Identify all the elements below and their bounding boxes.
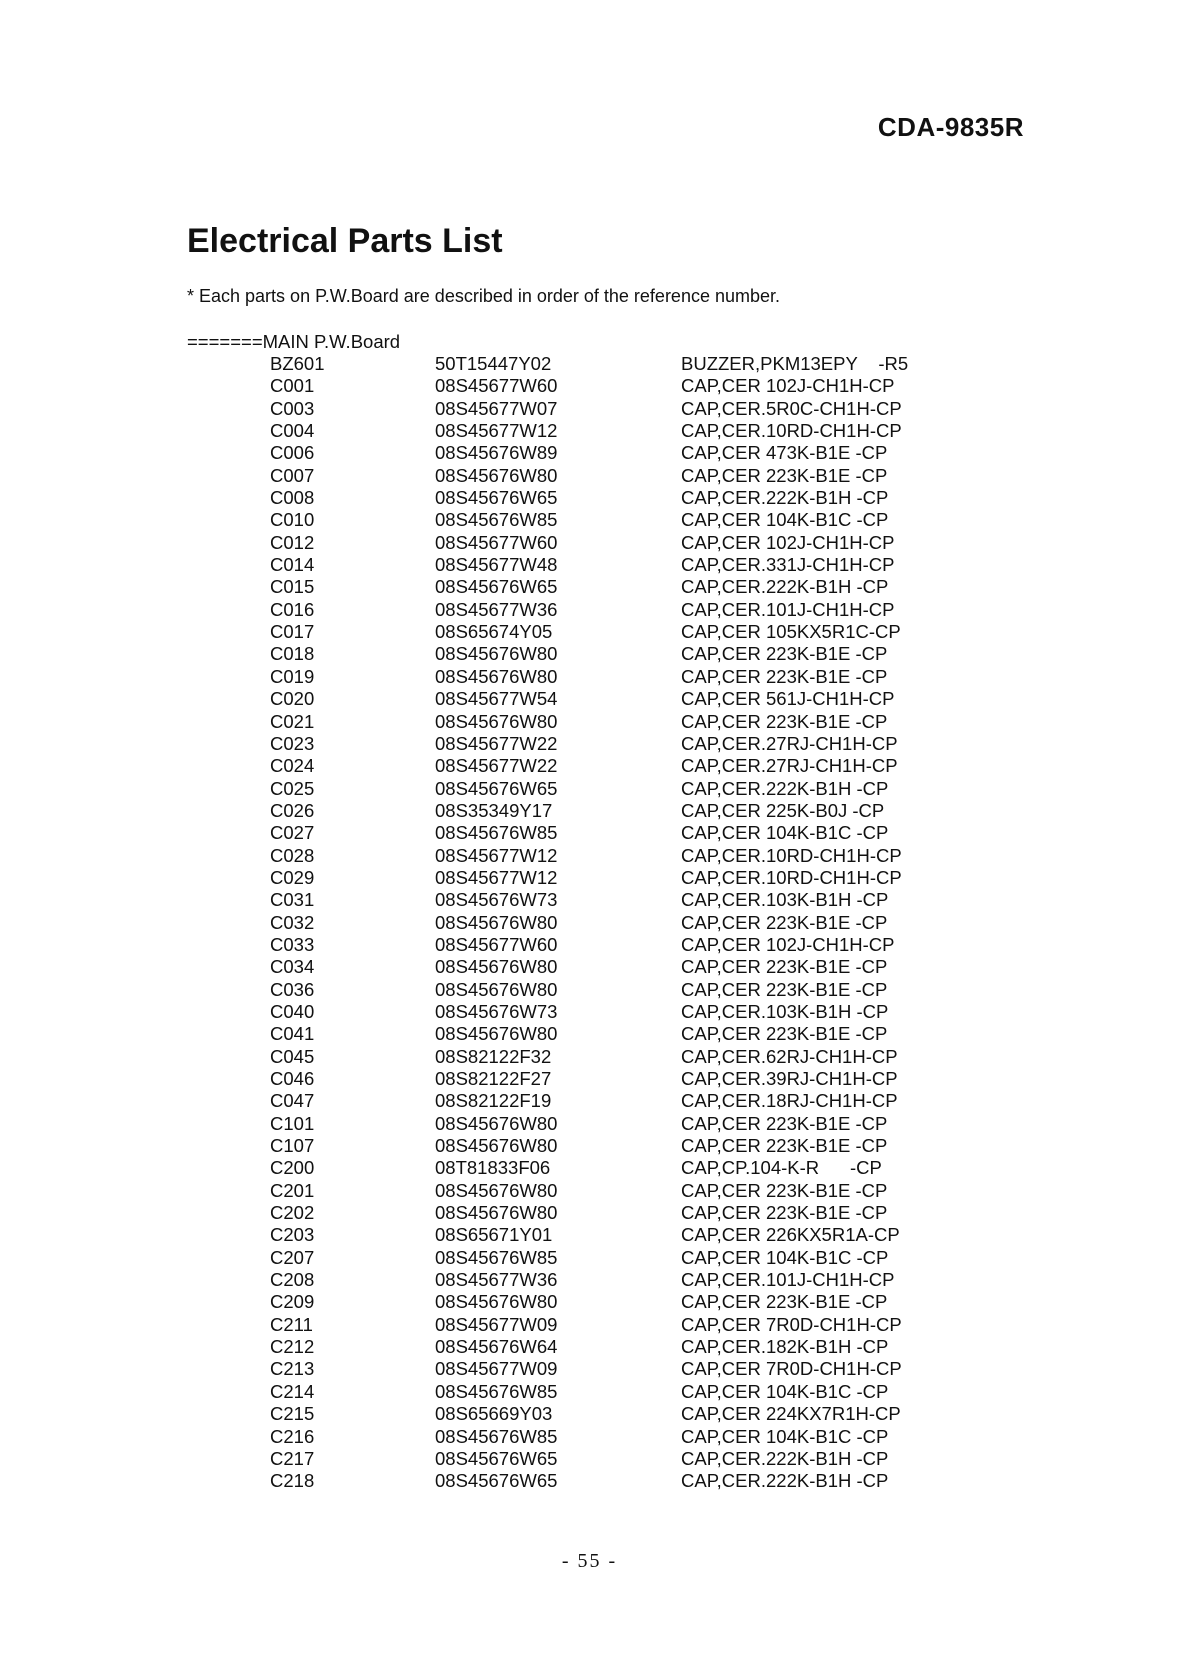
part-row xyxy=(0,442,1179,464)
part-ref: C033 xyxy=(270,933,315,955)
part-number: 08S45676W65 xyxy=(435,1447,558,1469)
part-number: 08S45676W85 xyxy=(435,1425,558,1447)
part-number: 08S82122F27 xyxy=(435,1068,552,1089)
part-description: CAP,CER.27RJ-CH1H-CP xyxy=(681,755,898,777)
part-number: 08S45676W80 xyxy=(435,911,558,933)
part-description: CAP,CER 104K-B1C -CP xyxy=(681,509,889,531)
part-description: CAP,CER 105KX5R1C-CP xyxy=(681,621,901,643)
part-description: CAP,CER 102J-CH1H-CP xyxy=(681,375,895,397)
part-description: CAP,CER 104K-B1C -CP xyxy=(681,1380,889,1402)
part-description: CAP,CER 223K-B1E -CP xyxy=(681,1291,888,1313)
part-row xyxy=(0,1023,1179,1045)
part-description: CAP,CER.39RJ-CH1H-CP xyxy=(681,1068,898,1089)
part-ref: C021 xyxy=(270,710,315,732)
part-ref: C040 xyxy=(270,1000,315,1022)
part-ref: C208 xyxy=(270,1269,315,1291)
part-description: CAP,CER.5R0C-CH1H-CP xyxy=(681,397,902,419)
part-description: CAP,CER 102J-CH1H-CP xyxy=(681,933,895,955)
part-number: 08S45676W85 xyxy=(435,1246,558,1268)
part-row xyxy=(0,554,1179,576)
part-number: 08S45676W65 xyxy=(435,576,558,598)
part-description: CAP,CER.10RD-CH1H-CP xyxy=(681,420,902,442)
part-row xyxy=(0,621,1179,643)
part-ref: C023 xyxy=(270,732,315,754)
part-number: 08S45677W07 xyxy=(435,397,558,419)
part-number: 08S45676W89 xyxy=(435,442,558,464)
part-number: 08S45677W36 xyxy=(435,598,558,620)
part-number: 08S45677W60 xyxy=(435,531,558,553)
part-number: 08S45676W85 xyxy=(435,509,558,531)
part-ref: C026 xyxy=(270,799,315,821)
part-ref: C028 xyxy=(270,844,315,866)
part-row xyxy=(0,532,1179,554)
part-row xyxy=(0,576,1179,598)
part-description: CAP,CER.222K-B1H -CP xyxy=(681,576,889,598)
part-description: CAP,CER 223K-B1E -CP xyxy=(681,464,888,486)
part-ref: C218 xyxy=(270,1470,315,1492)
part-description: CAP,CER 104K-B1C -CP xyxy=(681,822,889,844)
part-description: CAP,CER 223K-B1E -CP xyxy=(681,1023,888,1045)
part-ref: C018 xyxy=(270,643,315,665)
part-row xyxy=(0,1381,1179,1403)
part-number: 08S45676W64 xyxy=(435,1336,558,1358)
part-ref: C001 xyxy=(270,375,315,397)
part-ref: C019 xyxy=(270,665,315,687)
part-row xyxy=(0,1269,1179,1291)
part-number: 08S82122F32 xyxy=(435,1045,552,1067)
part-ref: BZ601 xyxy=(270,353,325,374)
part-row xyxy=(0,487,1179,509)
part-ref: C045 xyxy=(270,1045,315,1067)
part-description: CAP,CER 102J-CH1H-CP xyxy=(681,531,895,553)
part-number: 08S45676W80 xyxy=(435,643,558,665)
part-description: CAP,CER.103K-B1H -CP xyxy=(681,889,889,911)
part-ref: C036 xyxy=(270,978,315,1000)
part-description: CAP,CER 226KX5R1A-CP xyxy=(681,1224,900,1246)
part-number: 08S45676W65 xyxy=(435,487,558,509)
part-row xyxy=(0,420,1179,442)
part-number: 08S45676W80 xyxy=(435,1179,558,1201)
part-description: CAP,CER.62RJ-CH1H-CP xyxy=(681,1045,898,1067)
part-ref: C020 xyxy=(270,688,315,710)
part-ref: C101 xyxy=(270,1112,315,1134)
part-number: 08S45676W80 xyxy=(435,464,558,486)
part-number: 08S82122F19 xyxy=(435,1090,552,1112)
part-ref: C003 xyxy=(270,397,315,419)
part-description: CAP,CER 223K-B1E -CP xyxy=(681,1135,888,1157)
part-ref: C024 xyxy=(270,755,315,777)
page-number: - 55 - xyxy=(561,1550,618,1572)
part-row xyxy=(0,509,1179,531)
part-number: 08S45676W80 xyxy=(435,710,558,732)
part-ref: C034 xyxy=(270,956,315,978)
part-description: CAP,CER 223K-B1E -CP xyxy=(681,1112,888,1134)
part-row xyxy=(0,1068,1179,1090)
part-row xyxy=(0,1336,1179,1358)
part-number: 08S35349Y17 xyxy=(435,799,553,821)
part-description: CAP,CER 223K-B1E -CP xyxy=(681,710,888,732)
part-description: CAP,CER 223K-B1E -CP xyxy=(681,665,888,687)
part-row xyxy=(0,778,1179,800)
part-description: CAP,CER 223K-B1E -CP xyxy=(681,1179,888,1201)
part-number: 08S45676W80 xyxy=(435,665,558,687)
part-ref: C012 xyxy=(270,531,315,553)
part-row xyxy=(0,666,1179,688)
part-number: 08S45677W09 xyxy=(435,1358,558,1380)
part-row xyxy=(0,1314,1179,1336)
part-description: BUZZER,PKM13EPY -R5 xyxy=(681,353,909,374)
part-row xyxy=(0,1157,1179,1179)
part-description: CAP,CER 223K-B1E -CP xyxy=(681,978,888,1000)
model-number: CDA-9835R xyxy=(877,112,1024,142)
part-row xyxy=(0,889,1179,911)
part-ref: C015 xyxy=(270,576,315,598)
part-row xyxy=(0,733,1179,755)
part-row xyxy=(0,956,1179,978)
part-number: 08S45676W73 xyxy=(435,1000,558,1022)
part-ref: C201 xyxy=(270,1179,315,1201)
part-ref: C014 xyxy=(270,554,315,576)
part-number: 08S45676W80 xyxy=(435,1023,558,1045)
part-ref: C209 xyxy=(270,1291,315,1313)
part-row xyxy=(0,1247,1179,1269)
part-number: 08S45677W12 xyxy=(435,844,558,866)
part-ref: C211 xyxy=(270,1313,313,1335)
part-ref: C006 xyxy=(270,442,315,464)
part-description: CAP,CER 223K-B1E -CP xyxy=(681,643,888,665)
list-note: * Each parts on P.W.Board are described in order of the reference number. xyxy=(187,286,781,306)
part-row xyxy=(0,800,1179,822)
part-description: CAP,CER 104K-B1C -CP xyxy=(681,1425,889,1447)
part-description: CAP,CER.18RJ-CH1H-CP xyxy=(681,1090,898,1112)
part-row xyxy=(0,398,1179,420)
part-description: CAP,CER 104K-B1C -CP xyxy=(681,1246,889,1268)
part-description: CAP,CER 223K-B1E -CP xyxy=(681,956,888,978)
part-number: 08S45676W73 xyxy=(435,889,558,911)
part-description: CAP,CER.10RD-CH1H-CP xyxy=(681,866,902,888)
part-description: CAP,CER 224KX7R1H-CP xyxy=(681,1403,901,1425)
part-row xyxy=(0,688,1179,710)
part-ref: C203 xyxy=(270,1224,315,1246)
part-ref: C213 xyxy=(270,1358,315,1380)
part-number: 08S45677W22 xyxy=(435,755,558,777)
part-description: CAP,CER.222K-B1H -CP xyxy=(681,487,889,509)
part-row xyxy=(0,711,1179,733)
part-row xyxy=(0,643,1179,665)
part-number: 08S45677W09 xyxy=(435,1313,558,1335)
part-description: CAP,CER.10RD-CH1H-CP xyxy=(681,844,902,866)
part-row xyxy=(0,1046,1179,1068)
part-ref: C025 xyxy=(270,777,315,799)
part-number: 08S45676W65 xyxy=(435,1470,558,1492)
part-description: CAP,CER 225K-B0J -CP xyxy=(681,799,885,821)
part-number: 08S65674Y05 xyxy=(435,621,553,643)
part-description: CAP,CER.27RJ-CH1H-CP xyxy=(681,732,898,754)
part-row xyxy=(0,465,1179,487)
part-ref: C032 xyxy=(270,911,315,933)
part-number: 08S45677W22 xyxy=(435,732,558,754)
part-ref: C041 xyxy=(270,1023,315,1045)
part-number: 08S45677W60 xyxy=(435,933,558,955)
part-ref: C027 xyxy=(270,822,315,844)
part-row xyxy=(0,822,1179,844)
part-number: 08S45676W80 xyxy=(435,956,558,978)
part-number: 50T15447Y02 xyxy=(435,353,552,374)
part-description: CAP,CER 223K-B1E -CP xyxy=(681,911,888,933)
part-description: CAP,CER 561J-CH1H-CP xyxy=(681,688,895,710)
part-number: 08S65671Y01 xyxy=(435,1224,553,1246)
part-row xyxy=(0,375,1179,397)
part-row xyxy=(0,599,1179,621)
part-number: 08S45676W80 xyxy=(435,978,558,1000)
part-row xyxy=(0,912,1179,934)
part-row xyxy=(0,1202,1179,1224)
part-number: 08S45676W65 xyxy=(435,777,558,799)
part-number: 08S45677W60 xyxy=(435,375,558,397)
part-row xyxy=(0,1403,1179,1425)
part-ref: C004 xyxy=(270,420,315,442)
part-description: CAP,CER 7R0D-CH1H-CP xyxy=(681,1358,902,1380)
part-number: 08S45677W12 xyxy=(435,866,558,888)
part-description: CAP,CER.101J-CH1H-CP xyxy=(681,598,895,620)
part-ref: C215 xyxy=(270,1403,315,1425)
part-row xyxy=(0,979,1179,1001)
part-number: 08S45676W80 xyxy=(435,1291,558,1313)
part-number: 08S45676W85 xyxy=(435,822,558,844)
part-description: CAP,CER.222K-B1H -CP xyxy=(681,1447,889,1469)
part-number: 08S45677W54 xyxy=(435,688,558,710)
part-description: CAP,CER.222K-B1H -CP xyxy=(681,777,889,799)
part-description: CAP,CER.222K-B1H -CP xyxy=(681,1470,889,1492)
part-row xyxy=(0,934,1179,956)
part-ref: C029 xyxy=(270,866,315,888)
part-row xyxy=(0,1291,1179,1313)
part-number: 08S45677W36 xyxy=(435,1269,558,1291)
part-ref: C217 xyxy=(270,1447,315,1469)
part-row xyxy=(0,755,1179,777)
part-ref: C212 xyxy=(270,1336,315,1358)
part-ref: C207 xyxy=(270,1246,315,1268)
part-ref: C017 xyxy=(270,621,315,643)
part-number: 08S65669Y03 xyxy=(435,1403,553,1425)
part-number: 08S45677W12 xyxy=(435,420,558,442)
part-row xyxy=(0,1426,1179,1448)
part-ref: C010 xyxy=(270,509,315,531)
part-number: 08S45676W80 xyxy=(435,1112,558,1134)
part-number: 08S45676W85 xyxy=(435,1380,558,1402)
part-row xyxy=(0,1090,1179,1112)
part-ref: C047 xyxy=(270,1090,315,1112)
part-ref: C031 xyxy=(270,889,315,911)
part-description: CAP,CER.331J-CH1H-CP xyxy=(681,554,895,576)
part-ref: C016 xyxy=(270,598,315,620)
part-row xyxy=(0,1135,1179,1157)
part-row xyxy=(0,867,1179,889)
part-ref: C200 xyxy=(270,1157,315,1179)
part-description: CAP,CER.103K-B1H -CP xyxy=(681,1000,889,1022)
section-heading: =======MAIN P.W.Board xyxy=(187,331,401,352)
part-row xyxy=(0,1470,1179,1492)
part-number: 08S45676W80 xyxy=(435,1135,558,1157)
part-ref: C107 xyxy=(270,1135,315,1157)
part-row xyxy=(0,353,1179,375)
part-ref: C008 xyxy=(270,487,315,509)
part-description: CAP,CER.101J-CH1H-CP xyxy=(681,1269,895,1291)
part-description: CAP,CER 473K-B1E -CP xyxy=(681,442,888,464)
part-description: CAP,CER.182K-B1H -CP xyxy=(681,1336,889,1358)
part-row xyxy=(0,1180,1179,1202)
part-row xyxy=(0,1224,1179,1246)
page-title: Electrical Parts List xyxy=(187,222,503,260)
part-ref: C046 xyxy=(270,1068,315,1089)
part-description: CAP,CER 223K-B1E -CP xyxy=(681,1202,888,1224)
parts-list xyxy=(0,353,1179,1493)
part-row xyxy=(0,1113,1179,1135)
part-row xyxy=(0,1001,1179,1023)
part-description: CAP,CER 7R0D-CH1H-CP xyxy=(681,1313,902,1335)
part-number: 08S45676W80 xyxy=(435,1202,558,1224)
part-ref: C214 xyxy=(270,1380,315,1402)
part-description: CAP,CP.104-K-R -CP xyxy=(681,1157,882,1179)
part-row xyxy=(0,1448,1179,1470)
part-ref: C202 xyxy=(270,1202,315,1224)
part-row xyxy=(0,845,1179,867)
part-ref: C216 xyxy=(270,1425,315,1447)
part-number: 08T81833F06 xyxy=(435,1157,551,1179)
part-ref: C007 xyxy=(270,464,315,486)
part-number: 08S45677W48 xyxy=(435,554,558,576)
part-row xyxy=(0,1358,1179,1380)
